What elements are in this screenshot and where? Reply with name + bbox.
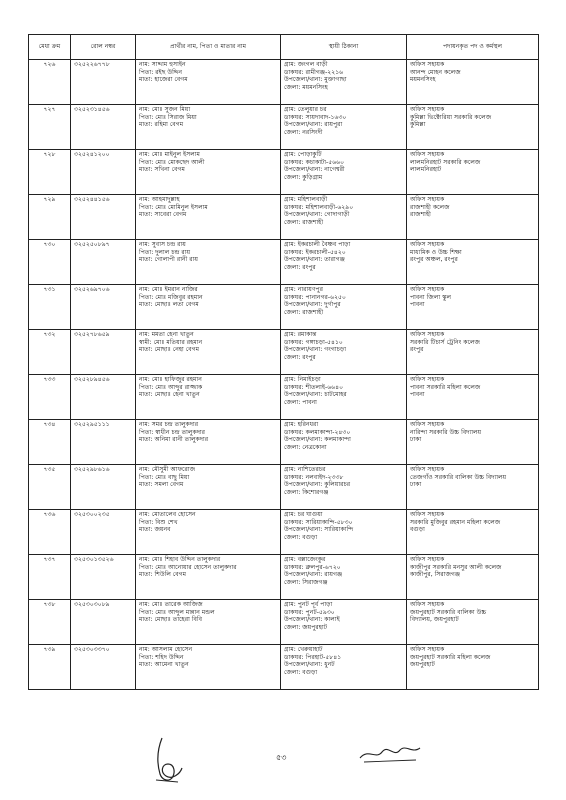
address-line: গ্রাম: খেরুয়াহাট bbox=[284, 646, 323, 653]
cell-roll: ৩২৫৩০৩৩৭০ bbox=[71, 645, 136, 690]
address-line: জেলা: বগুড়া bbox=[284, 533, 318, 541]
name-parents-line: পিতা: দুলাল চন্দ্র রায় bbox=[139, 248, 191, 256]
cell-serial: ৭৩৪ bbox=[29, 420, 71, 465]
table-row bbox=[29, 285, 539, 330]
address-line: উপজেলা/থানা: তারাগঞ্জ bbox=[284, 256, 345, 264]
cell-roll: ৩২৫২৭৮৬৫৯ bbox=[71, 330, 136, 375]
name-parents-line: নাম: মোঃ সুজন মিয়া bbox=[139, 106, 191, 113]
name-parents-line: মাতা: গোলাপী রানী রায় bbox=[139, 256, 198, 264]
cell-serial: ৭২৭ bbox=[29, 105, 71, 150]
cell-serial: ৭৩৫ bbox=[29, 465, 71, 510]
address-line: জেলা: বগুড়া bbox=[284, 668, 318, 676]
name-parents-line: মাতা: সখিনা বেগম bbox=[139, 166, 185, 174]
address-line: ডাকঘর: শীতলাই-৬৬৪০ bbox=[284, 383, 344, 391]
cell-address bbox=[281, 645, 407, 690]
posting-line: অফিস সহায়ক bbox=[410, 466, 445, 473]
header-address: স্থায়ী ঠিকানা bbox=[281, 35, 407, 60]
table-row bbox=[29, 465, 539, 510]
posting-line: অফিস সহায়ক bbox=[410, 511, 445, 518]
address-line: গ্রাম: মহিশালবাড়ী bbox=[284, 196, 328, 203]
cell-address bbox=[281, 195, 407, 240]
address-line: ডাকঘর: মহিশালবাড়ী-৬২৯০ bbox=[284, 203, 354, 211]
name-parents-line: পিতা: মোঃ আব্দুল মান্নান মন্ডল bbox=[139, 608, 215, 616]
address-line: জেলা: নরসিংদী bbox=[284, 128, 323, 136]
cell-roll: ৩২৫২৮৯৪৫৬ bbox=[71, 375, 136, 420]
name-parents-line: নাম: সুবাস চন্দ্র রায় bbox=[139, 241, 186, 248]
cell-address bbox=[281, 465, 407, 510]
cell-name-parents bbox=[136, 510, 281, 555]
cell-posting bbox=[407, 645, 539, 690]
address-line: গ্রাম: জংগল বাড়ী bbox=[284, 61, 328, 68]
address-line: গ্রাম: হরিনধরা bbox=[284, 421, 319, 428]
cell-roll: ৩২৫৩০৩০৮৯ bbox=[71, 600, 136, 645]
cell-roll: ৩২৫২৯৫১১১ bbox=[71, 420, 136, 465]
cell-address bbox=[281, 600, 407, 645]
name-parents-line: নাম: মৌসুমী আফরোজ bbox=[139, 466, 196, 473]
table-row bbox=[29, 195, 539, 240]
table-row bbox=[29, 60, 539, 105]
address-line: জেলা: ময়মনসিংহ bbox=[284, 83, 328, 91]
header-posting: পদায়নকৃত পদ ও কর্মস্থল bbox=[407, 35, 539, 60]
name-parents-line: পিতা: স্বাধীন চন্দ্র তালুকদার bbox=[139, 428, 206, 436]
table-row bbox=[29, 375, 539, 420]
address-line: ডাকঘর: সায়দাবাদ-১৬৩০ bbox=[284, 113, 347, 121]
name-parents-line: নাম: মোতালেব হোসেন bbox=[139, 511, 196, 518]
address-line: ডাকঘর: নলবাইদ-২৩৩৮ bbox=[284, 473, 344, 481]
cell-name-parents bbox=[136, 465, 281, 510]
posting-line: জয়পুরহাট bbox=[410, 661, 435, 669]
address-line: ডাকঘর: কলমাকান্দা-২৪৩০ bbox=[284, 428, 351, 436]
cell-posting bbox=[407, 600, 539, 645]
cell-name-parents bbox=[136, 195, 281, 240]
posting-line: লালমনিরহাট সরকারি কলেজ bbox=[410, 158, 481, 166]
cell-roll: ৩২৫২৯৮৬১৬ bbox=[71, 465, 136, 510]
cell-posting bbox=[407, 195, 539, 240]
address-line: উপজেলা/থানা: সারিয়াকান্দি bbox=[284, 526, 354, 534]
address-line: গ্রাম: রমাকান্ত bbox=[284, 331, 317, 338]
signature-right bbox=[358, 740, 422, 766]
page-number: ৫৩ bbox=[276, 753, 287, 762]
name-parents-line: স্বামী: মোঃ মতিয়ার রহমান bbox=[139, 338, 203, 346]
posting-line: কাজীপুর সরকারি মনসুর আলী কলেজ bbox=[410, 563, 502, 571]
address-line: গ্রাম: ইকরচালী বৈষ্ণব পাড়া bbox=[284, 241, 351, 248]
cell-name-parents bbox=[136, 420, 281, 465]
table-row bbox=[29, 420, 539, 465]
table-row bbox=[29, 510, 539, 555]
posting-line: ঢাকা bbox=[410, 481, 422, 489]
address-line: উপজেলা/থানা: রায়পুরা bbox=[284, 121, 343, 129]
name-parents-line: পিতা: মোঃ সিরাজ মিয়া bbox=[139, 113, 197, 121]
cell-roll: ৩২৫৩০১৩৫২৬ bbox=[71, 555, 136, 600]
address-line: জেলা: রাজশাহী bbox=[284, 308, 324, 316]
cell-name-parents bbox=[136, 375, 281, 420]
address-line: উপজেলা/থানা: নাগেশ্বরী bbox=[284, 166, 345, 174]
address-line: ডাকঘর: সারিয়াকান্দি-৫৮৩০ bbox=[284, 518, 353, 526]
cell-posting bbox=[407, 285, 539, 330]
posting-line: নারিন্দা সরকারি উচ্চ বিদ্যালয় bbox=[410, 428, 482, 436]
cell-serial: ৭২৯ bbox=[29, 195, 71, 240]
address-line: জেলা: রাজশাহী bbox=[284, 218, 324, 226]
posting-line: পাবনা সরকারি মহিলা কলেজ bbox=[410, 383, 481, 391]
cell-address bbox=[281, 375, 407, 420]
address-line: ডাকঘর: পানানগর-৬২৫০ bbox=[284, 293, 346, 301]
cell-serial: ৭২৮ bbox=[29, 150, 71, 195]
cell-roll: ৩২৫৩০০২৩৫ bbox=[71, 510, 136, 555]
address-line: গ্রাম: পোড়াকুটি bbox=[284, 151, 322, 158]
posting-line: সরকারি টিচার্স ট্রেনিং কলেজ bbox=[410, 338, 480, 346]
cell-name-parents bbox=[136, 150, 281, 195]
posting-line: অফিস সহায়ক bbox=[410, 151, 445, 158]
name-parents-line: নাম: আহমাদুল্লাহ bbox=[139, 196, 180, 203]
name-parents-line: মাতা: অনিমা রানী তালুকদার bbox=[139, 436, 209, 444]
posting-line: অফিস সহায়ক bbox=[410, 421, 445, 428]
address-line: গ্রাম: তেলুয়ার চর bbox=[284, 106, 327, 113]
cell-roll: ৩২৫২৬৯৭০৬ bbox=[71, 285, 136, 330]
cell-posting bbox=[407, 420, 539, 465]
cell-posting bbox=[407, 510, 539, 555]
cell-posting bbox=[407, 60, 539, 105]
cell-address bbox=[281, 60, 407, 105]
posting-line: কুমিল্লা bbox=[410, 121, 426, 129]
name-parents-line: নাম: মোঃ হাফিজুর রহমান bbox=[139, 376, 202, 383]
cell-name-parents bbox=[136, 105, 281, 150]
table-body bbox=[29, 60, 539, 690]
cell-posting bbox=[407, 240, 539, 285]
posting-line: মাধ্যমিক ও উচ্চ শিক্ষা bbox=[410, 248, 462, 256]
address-line: উপজেলা/থানা: ধুনট bbox=[284, 661, 335, 669]
name-parents-line: পিতা: মোঃ আব্দুর রাজ্জাক bbox=[139, 383, 203, 391]
posting-line: অফিস সহায়ক bbox=[410, 241, 445, 248]
cell-serial: ৭৩০ bbox=[29, 240, 71, 285]
posting-line: অফিস সহায়ক bbox=[410, 376, 445, 383]
address-line: গ্রাম: পুনট পূর্ব পাড়া bbox=[284, 601, 333, 608]
cell-name-parents bbox=[136, 330, 281, 375]
table-row bbox=[29, 330, 539, 375]
posting-line: পাবনা জিলা স্কুল bbox=[410, 293, 452, 301]
name-parents-line: মাতা: রহিমা বেগম bbox=[139, 121, 184, 129]
posting-line: লালমনিরহাট bbox=[410, 166, 442, 174]
name-parents-line: পিতা: মোঃ মোমিনুল ইসলাম bbox=[139, 203, 208, 211]
address-line: জেলা: পাবনা bbox=[284, 398, 317, 406]
posting-line: অফিস সহায়ক bbox=[410, 646, 445, 653]
cell-address bbox=[281, 105, 407, 150]
posting-line: কাজীপুর, সিরাজগঞ্জ bbox=[410, 571, 461, 579]
name-parents-line: মাতা: মোছাঃ লতা বেগম bbox=[139, 301, 199, 309]
name-parents-line: নাম: মমতা হেনা খাতুন bbox=[139, 331, 194, 338]
posting-line: তেজগাঁও সরকারি বালিকা উচ্চ বিদ্যালয় bbox=[410, 473, 507, 481]
address-line: জেলা: জয়পুরহাট bbox=[284, 623, 328, 631]
page-footer bbox=[28, 734, 538, 794]
cell-serial: ৭৩৭ bbox=[29, 555, 71, 600]
address-line: ডাকঘর: পিরহাট-৫৮৪১ bbox=[284, 653, 342, 661]
table-header-row bbox=[29, 35, 539, 60]
posting-line: ঢাকা bbox=[410, 436, 422, 444]
name-parents-line: নাম: মোঃ তারেক আজিজ bbox=[139, 601, 203, 608]
posting-line: অফিস সহায়ক bbox=[410, 556, 445, 563]
name-parents-line: মাতা: শিউলি বেগম bbox=[139, 571, 187, 579]
address-line: উপজেলা/থানা: দুর্গাপুর bbox=[284, 301, 341, 309]
table-row bbox=[29, 150, 539, 195]
address-line: উপজেলা/থানা: গংগাচড়া bbox=[284, 346, 347, 354]
name-parents-line: মাতা: মোছাঃ তাহেরা বিবি bbox=[139, 616, 203, 624]
posting-line: অফিস সহায়ক bbox=[410, 106, 445, 113]
header-serial: মেধা ক্রম bbox=[29, 35, 71, 60]
cell-roll: ৩২৫২৩১৪৫৬ bbox=[71, 105, 136, 150]
address-line: গ্রাম: নিমাইচড়া bbox=[284, 376, 321, 383]
address-line: ডাকঘর: গঙ্গাচড়া-৫৪১০ bbox=[284, 338, 343, 346]
cell-name-parents bbox=[136, 285, 281, 330]
address-line: জেলা: কিশোরগঞ্জ bbox=[284, 488, 329, 496]
cell-name-parents bbox=[136, 645, 281, 690]
name-parents-line: মাতা: সাবেরা বেগম bbox=[139, 211, 187, 219]
cell-posting bbox=[407, 150, 539, 195]
cell-name-parents bbox=[136, 600, 281, 645]
cell-address bbox=[281, 555, 407, 600]
cell-name-parents bbox=[136, 240, 281, 285]
address-line: গ্রাম: বল্লাজেংকুর bbox=[284, 556, 326, 563]
cell-address bbox=[281, 420, 407, 465]
cell-address bbox=[281, 510, 407, 555]
name-parents-line: নাম: সমর চন্দ্র তালুকদার bbox=[139, 421, 199, 428]
posting-line: পাবনা bbox=[410, 391, 425, 399]
address-line: উপজেলা/থানা: কলমাকান্দা bbox=[284, 436, 351, 444]
posting-line: অফিস সহায়ক bbox=[410, 61, 445, 68]
address-line: জেলা: নেত্রকোনা bbox=[284, 443, 327, 451]
address-line: জেলা: রংপুর bbox=[284, 353, 316, 361]
cell-name-parents bbox=[136, 555, 281, 600]
name-parents-line: পিতা: রইছ উদ্দিন bbox=[139, 68, 182, 76]
cell-roll: ৩২৫২৪১২০০ bbox=[71, 150, 136, 195]
address-line: উপজেলা/থানা: কালাই bbox=[284, 616, 340, 624]
posting-line: ময়মনসিংহ bbox=[410, 76, 436, 84]
cell-serial: ৭৩২ bbox=[29, 330, 71, 375]
address-line: গ্রাম: চর ঘাগুয়া bbox=[284, 511, 323, 518]
address-line: ডাকঘর: কচাকাটা-৫৬৬০ bbox=[284, 158, 345, 166]
posting-line: রংপুর bbox=[410, 346, 424, 354]
cell-serial: ৭২৬ bbox=[29, 60, 71, 105]
address-line: ডাকঘর: পুনট-৫৯৩০ bbox=[284, 608, 335, 616]
posting-line: অফিস সহায়ক bbox=[410, 331, 445, 338]
cell-serial: ৭৩১ bbox=[29, 285, 71, 330]
name-parents-line: পিতা: মোঃ আনোয়ার হোসেন তালুকদার bbox=[139, 563, 237, 571]
name-parents-line: নাম: মোঃ ইমরান নাজির bbox=[139, 286, 198, 293]
address-line: জেলা: কুড়িগ্রাম bbox=[284, 173, 323, 181]
cell-address bbox=[281, 150, 407, 195]
posting-line: রংপুর অঞ্চল, রংপুর bbox=[410, 256, 458, 264]
name-parents-line: মাতা: সমলা বেগম bbox=[139, 481, 184, 489]
name-parents-line: নাম: সাদ্দাম হুসাইন bbox=[139, 61, 186, 68]
posting-line: সরকারি মুজিবুর রহমান মহিলা কলেজ bbox=[410, 518, 501, 526]
name-parents-line: পিতা: বিশু শেখ bbox=[139, 518, 178, 526]
address-line: গ্রাম: নাশিতেরচর bbox=[284, 466, 326, 473]
name-parents-line: মাতা: মোছাঃ হেনা খাতুন bbox=[139, 391, 200, 399]
cell-roll: ৩২৫২৫০৮৯৭ bbox=[71, 240, 136, 285]
posting-line: আনন্দ মোহন কলেজ bbox=[410, 68, 461, 76]
cell-address bbox=[281, 330, 407, 375]
table-row bbox=[29, 105, 539, 150]
address-line: ডাকঘর: রামীগঞ্জ-২২১৬ bbox=[284, 68, 344, 76]
cell-serial: ৭৩৮ bbox=[29, 600, 71, 645]
posting-line: কুমিল্লা ভিক্টোরিয়া সরকারি কলেজ bbox=[410, 113, 492, 121]
address-line: উপজেলা/থানা: চাটমোহর bbox=[284, 391, 347, 399]
cell-address bbox=[281, 240, 407, 285]
name-parents-line: পিতা: মোঃ মজিবুর রহমান bbox=[139, 293, 203, 301]
address-line: ডাকঘর: ইকরচালী-৫৪২০ bbox=[284, 248, 346, 256]
table-row bbox=[29, 240, 539, 285]
cell-posting bbox=[407, 555, 539, 600]
address-line: উপজেলা/থানা: রায়গঞ্জ bbox=[284, 571, 343, 579]
signature-left bbox=[148, 734, 188, 786]
address-line: উপজেলা/থানা: কুলিয়ারচর bbox=[284, 481, 351, 489]
cell-posting bbox=[407, 105, 539, 150]
name-parents-line: পিতা: মোঃ মোকছেদ আলী bbox=[139, 158, 205, 166]
address-line: ডাকঘর: ব্রুলপুর-৬৭২০ bbox=[284, 563, 341, 571]
header-roll: রোল নম্বর bbox=[71, 35, 136, 60]
name-parents-line: মাতা: আমেনা খাতুন bbox=[139, 661, 189, 669]
cell-serial: ৭৩৩ bbox=[29, 375, 71, 420]
cell-name-parents bbox=[136, 60, 281, 105]
cell-posting bbox=[407, 330, 539, 375]
cell-posting bbox=[407, 375, 539, 420]
posting-line: জয়পুরহাট সরকারি বালিকা উচ্চ bbox=[410, 608, 487, 616]
merit-list-table bbox=[28, 34, 539, 690]
address-line: জেলা: রংপুর bbox=[284, 263, 316, 271]
merit-list-sheet bbox=[28, 34, 538, 690]
name-parents-line: মাতা: মোছাঃ নেহা বেগম bbox=[139, 346, 200, 354]
posting-line: জয়পুরহাট সরকারি মহিলা কলেজ bbox=[410, 653, 491, 661]
cell-posting bbox=[407, 465, 539, 510]
name-parents-line: পিতা: মোঃ বাছু মিয়া bbox=[139, 473, 190, 481]
posting-line: বিদ্যালয়, জয়পুরহাট bbox=[410, 616, 459, 624]
header-name-parents: প্রার্থীর নাম, পিতা ও মাতার নাম bbox=[136, 35, 281, 60]
address-line: উপজেলা/থানা: গোদাগাড়ী bbox=[284, 211, 350, 219]
posting-line: বগুড়া bbox=[410, 526, 425, 534]
posting-line: অফিস সহায়ক bbox=[410, 196, 445, 203]
address-line: জেলা: সিরাজগঞ্জ bbox=[284, 578, 328, 586]
posting-line: পাবনা bbox=[410, 301, 425, 309]
table-row bbox=[29, 555, 539, 600]
cell-roll: ৩২৫২২৬৭৭৮ bbox=[71, 60, 136, 105]
cell-roll: ৩২৫২৪৪১৫৬ bbox=[71, 195, 136, 240]
posting-line: রাজশাহী কলেজ bbox=[410, 203, 450, 211]
name-parents-line: নাম: মোঃ শিহাব উদ্দিন তালুকদার bbox=[139, 556, 221, 563]
name-parents-line: পিতা: শহিদ উদ্দিন bbox=[139, 653, 184, 661]
address-line: উপজেলা/থানা: মুক্তাগাছা bbox=[284, 76, 347, 84]
name-parents-line: মাতা: হাজেরা বেগম bbox=[139, 76, 188, 84]
cell-serial: ৭৩৬ bbox=[29, 510, 71, 555]
name-parents-line: নাম: আসলাম হোসেন bbox=[139, 646, 193, 653]
table-row bbox=[29, 645, 539, 690]
address-line: গ্রাম: নারায়ণপুর bbox=[284, 286, 323, 293]
name-parents-line: নাম: মোঃ মাইনুল ইসলাম bbox=[139, 151, 200, 158]
cell-serial: ৭৩৯ bbox=[29, 645, 71, 690]
posting-line: অফিস সহায়ক bbox=[410, 286, 445, 293]
name-parents-line: মাতা: জয়নব bbox=[139, 526, 171, 534]
posting-line: রাজশাহী bbox=[410, 211, 431, 219]
table-row bbox=[29, 600, 539, 645]
posting-line: অফিস সহায়ক bbox=[410, 601, 445, 608]
cell-address bbox=[281, 285, 407, 330]
